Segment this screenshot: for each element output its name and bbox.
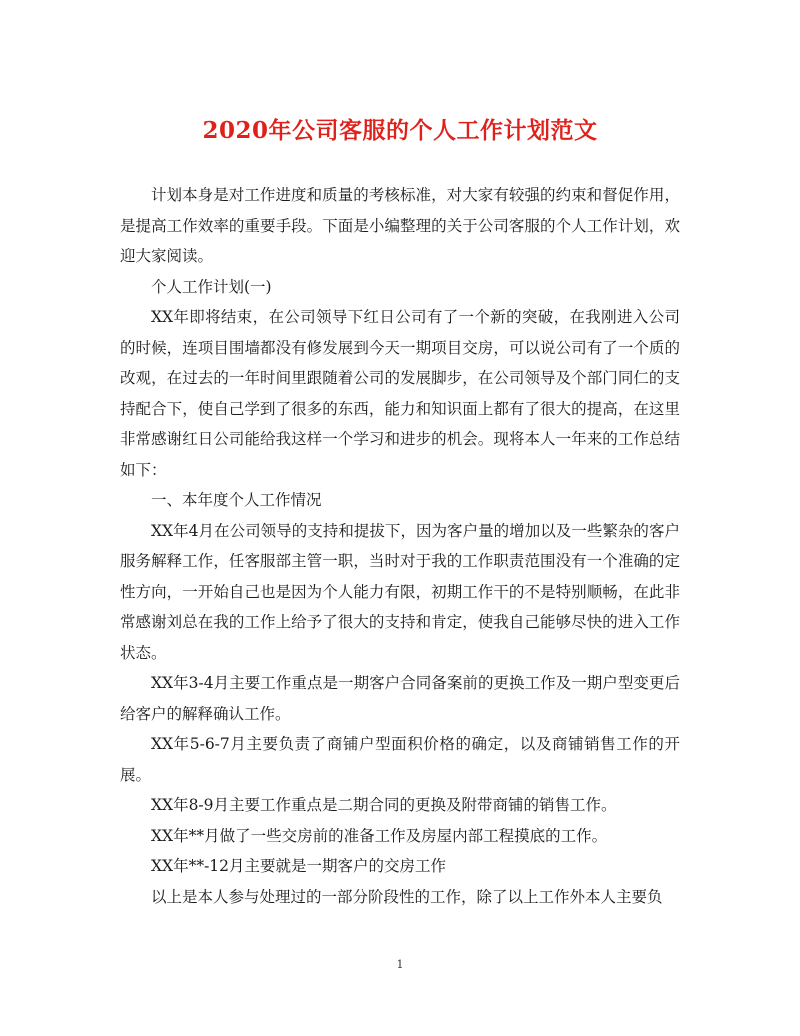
page-title: 2020年公司客服的个人工作计划范文 xyxy=(202,117,598,144)
paragraph-august-september: XX年8-9月主要工作重点是二期合同的更换及附带商铺的销售工作。 xyxy=(151,796,617,814)
intro-paragraph: 计划本身是对工作进度和质量的考核标准，对大家有较强的约束和督促作用，是提高工作效率的重要手段。下面是小编整理的关于公司客服的个人工作计划，欢迎大家阅读。 xyxy=(120,186,680,265)
paragraph-may-july: XX年5-6-7月主要负责了商铺户型面积价格的确定，以及商铺销售工作的开展。 xyxy=(120,735,680,784)
paragraph-year-summary: XX年即将结束，在公司领导下红日公司有了一个新的突破，在我刚进入公司的时候，连项目围墙都没有修发展到今天一期项目交房，可以说公司有了一个质的改观，在过去的一年时间里跟随着公司的发展脚步，在公司领导及个部门同仁的支持配合下，使自己学到了很多的东西，能力和知识面上都有了很大的提高，在这里非常感谢红日公司能给我这样一个学习和进步的机会。现将本人一年来的工作总结如下： xyxy=(120,308,680,479)
section-heading-annual-work: 一、本年度个人工作情况 xyxy=(151,491,322,509)
paragraph-delivery: XX年**-12月主要就是一期客户的交房工作 xyxy=(151,857,447,875)
paragraph-march-april: XX年3-4月主要工作重点是一期客户合同备案前的更换工作及一期户型变更后给客户的解释确认工作。 xyxy=(120,674,680,723)
paragraph-april-appointment: XX年4月在公司领导的支持和提拔下，因为客户量的增加以及一些繁杂的客户服务解释工作，任客服部主管一职，当时对于我的工作职责范围没有一个准确的定性方向，一开始自己也是因为个人能力有限，初期工作干的不是特别顺畅，在此非常感谢刘总在我的工作上给予了很大的支持和肯定，使我自己能够尽快的进入工作状态。 xyxy=(120,521,680,662)
section-heading-plan-one: 个人工作计划(一) xyxy=(151,277,272,296)
paragraph-conclusion: 以上是本人参与处理过的一部分阶段性的工作，除了以上工作外本人主要负 xyxy=(151,887,663,906)
page-number: 1 xyxy=(396,958,404,971)
paragraph-pre-delivery: XX年**月做了一些交房前的准备工作及房屋内部工程摸底的工作。 xyxy=(151,826,608,845)
document-body xyxy=(120,180,680,912)
